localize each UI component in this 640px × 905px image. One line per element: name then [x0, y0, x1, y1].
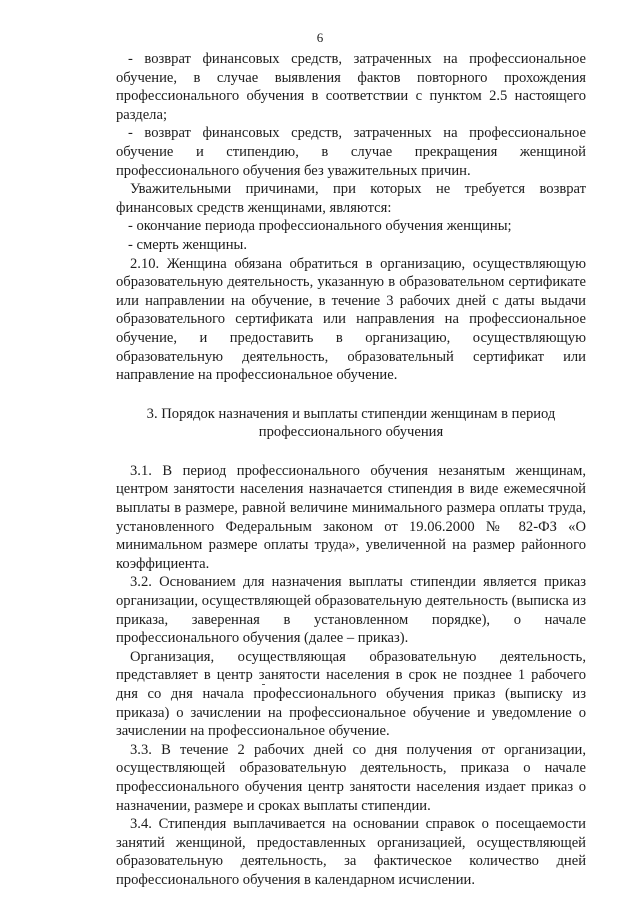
document-body	[116, 50, 586, 890]
paragraph-3-1: 3.1. В период профессионального обучения незанятым женщинам, центром занятости населения назначается стипендия в виде ежемесячной выплаты в размере, равной величине минимального размера оплаты труда, установленного Федеральным законом от 19.06.2000 № 82-ФЗ «О минимальном размере оплаты труда», увеличенной на размер районного коэффициента.	[116, 462, 586, 572]
page-number: 6	[316, 30, 324, 45]
paragraph-3-4: 3.4. Стипендия выплачивается на основании справок о посещаемости занятий женщиной, предоставленных организацией, осуществляющей образовательную деятельность, за фактическое количество дней профессионального обучения в календарном исчислении.	[116, 816, 586, 888]
paragraph-3-3: 3.3. В течение 2 рабочих дней со дня получения от организации, осуществляющей образовательную деятельность, приказа о начале профессионального обучения центр занятости населения издает приказ о назначении, размере и сроках выплаты стипендии.	[116, 741, 586, 814]
paragraph-3-2: 3.2. Основанием для назначения выплаты стипендии является приказ организации, осуществляющей образовательную деятельность (выписка из приказа, заверенная в установленном порядке), о начале профессионального обучения (далее – приказ).	[116, 574, 586, 647]
paragraph-reason-end-of-training: - окончание периода профессионального обучения женщины;	[128, 218, 512, 235]
paragraph-valid-reasons: Уважительными причинами, при которых не требуется возврат финансовых средств женщинами, являются:	[116, 181, 586, 216]
paragraph-organization-report: Организация, осуществляющая образовательную деятельность, представляет в центр занятости населения в срок не позднее 1 рабочего дня со дня начала профессионального обучения приказ (выписку из приказа) о зачислении на профессиональное обучение и уведомление о зачислении на профессиональное обучение.	[116, 648, 586, 740]
paragraph-2-10: 2.10. Женщина обязана обратиться в организацию, осуществляющую образовательную деятельность, указанную в образовательном сертификате или направлении на обучение, в течение 3 рабочих дней с даты выдачи образовательного сертификата или направления на профессиональное обучение, и предоставить в организацию, осуществляющую образовательную деятельность, образовательный сертификат или направление на профессиональное обучение.	[116, 255, 586, 384]
paragraph-reason-death: - смерть женщины.	[128, 236, 247, 253]
scan-speck	[262, 684, 265, 685]
paragraph-refund-stipend: - возврат финансовых средств, затраченных на профессиональное обучение и стипендию, в случае прекращения женщиной профессионального обучения без уважительных причин.	[116, 125, 586, 179]
section-title: 3. Порядок назначения и выплаты стипендии женщинам в период профессионального обучения	[146, 405, 556, 441]
paragraph-refund-repeat-training: - возврат финансовых средств, затраченных на профессиональное обучение, в случае выявления фактов повторного прохождения профессионального обучения в соответствии с пунктом 2.5 настоящего раздела;	[116, 51, 586, 123]
